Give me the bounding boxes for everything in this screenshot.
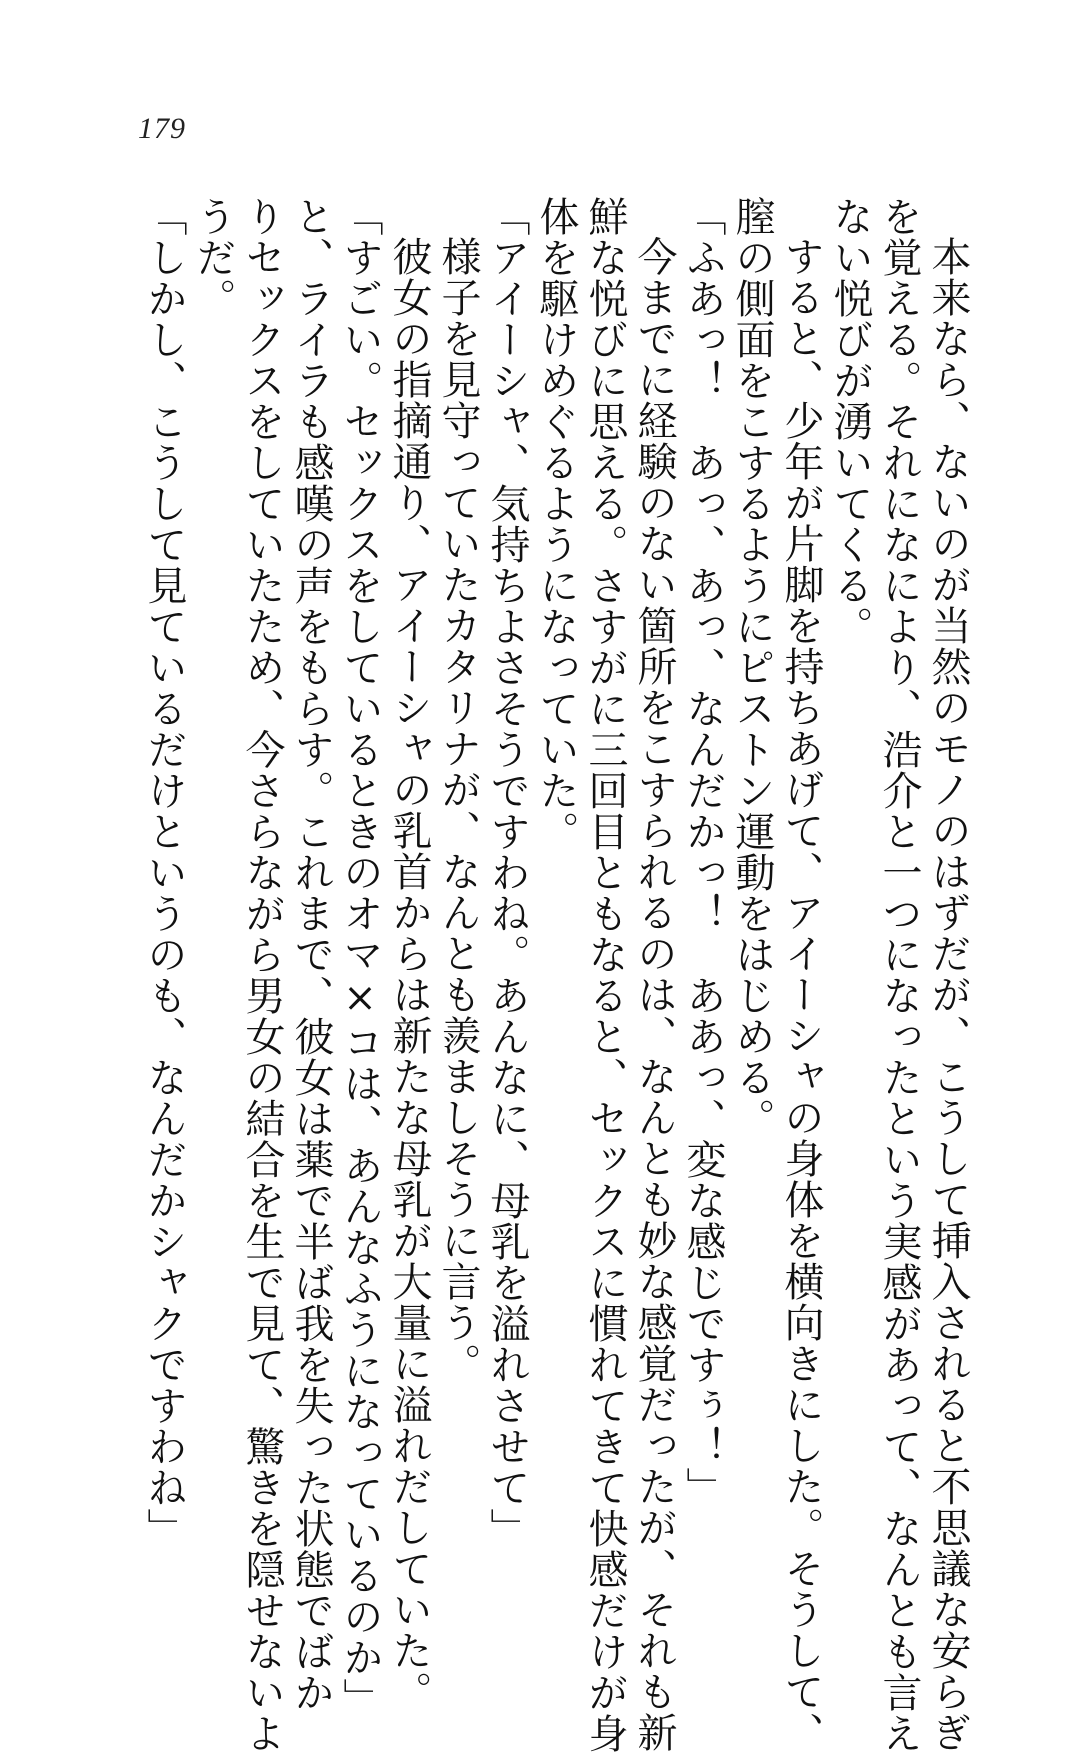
dialogue-line: 「ふあっ！ あっ、あっ、なんだかっ！ ああっ、変な感じですぅ！」 bbox=[680, 196, 726, 1508]
page-number: 179 bbox=[138, 112, 186, 145]
text-line: 彼女の指摘通り、アイーシャの乳首からは新たな母乳が大量に溢れだしていた。 bbox=[386, 236, 432, 1712]
text-line: 体を駆けめぐるようになっていた。 bbox=[533, 196, 579, 852]
text-line: 鮮な悦びに思える。さすがに三回目ともなると、セックスに慣れてきて快感だけが身 bbox=[582, 196, 628, 1754]
text-line: うだ。 bbox=[190, 196, 236, 319]
text-line: 様子を見守っていたカタリナが、なんとも羨ましそうに言う。 bbox=[435, 236, 481, 1384]
dialogue-line: 「すごい。セックスをしているときのオマ×コは、あんなふうになっているのか」 bbox=[337, 196, 383, 1719]
dialogue-line: 「アイーシャ、気持ちよさそうですわね。あんなに、母乳を溢れさせて」 bbox=[484, 196, 530, 1549]
text-line: 膣の側面をこするようにピストン運動をはじめる。 bbox=[729, 196, 775, 1139]
text-line: りセックスをしていたため、今さらながら男女の結合を生で見て、驚きを隠せないよ bbox=[239, 196, 285, 1754]
dialogue-line: 「しかし、こうして見ているだけというのも、なんだかシャクですわね」 bbox=[141, 196, 187, 1549]
text-line: を覚える。それになにより、浩介と一つになったという実感があって、なんとも言え bbox=[876, 196, 922, 1754]
text-line: ない悦びが湧いてくる。 bbox=[827, 196, 873, 647]
body-text bbox=[139, 196, 972, 1754]
text-line: 本来なら、ないのが当然のモノのはずだが、こうして挿入されると不思議な安らぎ bbox=[925, 236, 971, 1753]
text-line: 今までに経験のない箇所をこすられるのは、なんとも妙な感覚だったが、それも新 bbox=[631, 236, 677, 1753]
text-line: と、ライラも感嘆の声をもらす。これまで、彼女は薬で半ば我を失った状態でばか bbox=[288, 196, 334, 1713]
text-line: すると、少年が片脚を持ちあげて、アイーシャの身体を横向きにした。そうして、 bbox=[778, 236, 824, 1753]
